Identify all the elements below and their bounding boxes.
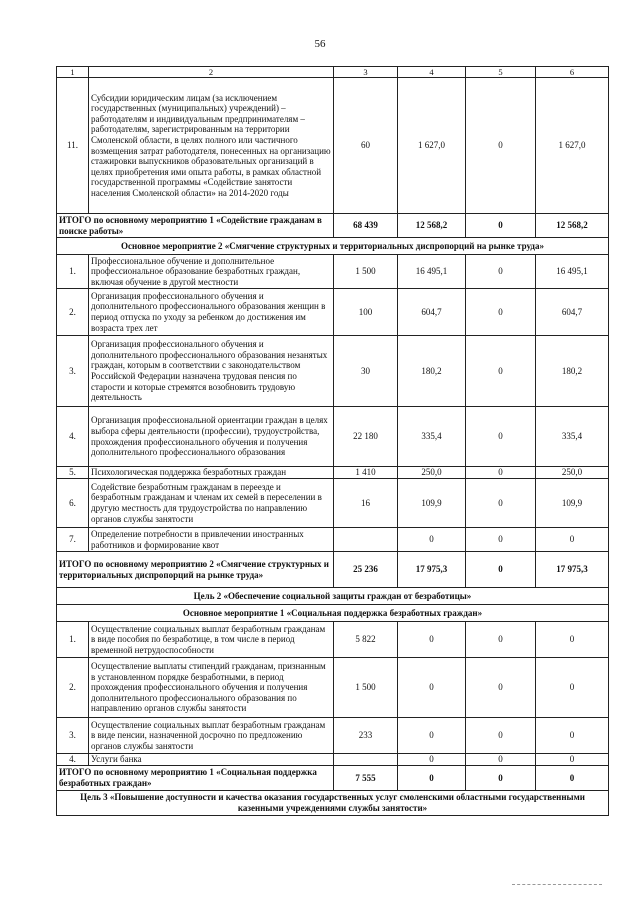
row-number: 11. <box>57 78 89 214</box>
row-number: 3. <box>57 336 89 407</box>
cell-value: 0 <box>398 766 466 791</box>
cell-value: 0 <box>466 754 536 766</box>
table-row <box>57 407 609 467</box>
cell-value: 604,7 <box>536 289 609 336</box>
table-row <box>57 658 609 718</box>
table-row <box>57 622 609 658</box>
goal-heading: Цель 3 «Повышение доступности и качества оказания государственных услуг смоленскими областными государственными казенными учреждениями службы занятости» <box>57 791 609 816</box>
row-number: 4. <box>57 754 89 766</box>
cell-value: 0 <box>466 766 536 791</box>
cell-value: 335,4 <box>398 407 466 467</box>
cell-value: 0 <box>466 552 536 588</box>
cell-value: 0 <box>466 528 536 552</box>
cell-value: 0 <box>466 658 536 718</box>
cell-value: 180,2 <box>536 336 609 407</box>
cell-value: 0 <box>466 289 536 336</box>
row-description: Осуществление выплаты стипендий гражданам, признанным в установленном порядке безработными, в период прохождения профессионального обучения и получения дополнительного профессионального образования по направлению органов службы занятости <box>89 658 334 718</box>
goal-heading: Цель 2 «Обеспечение социальной защиты граждан от безработицы» <box>57 588 609 605</box>
cell-value: 12 568,2 <box>536 214 609 238</box>
total-row <box>57 552 609 588</box>
page-number: 56 <box>314 38 326 50</box>
cell-value: 100 <box>334 289 398 336</box>
row-description: Организация профессиональной ориентации граждан в целях выбора сферы деятельности (профессии), трудоустройства, прохождения профессионального обучения и получения дополнительного профессионального образования <box>89 407 334 467</box>
total-row <box>57 766 609 791</box>
cell-value: 250,0 <box>398 467 466 479</box>
cell-value: 30 <box>334 336 398 407</box>
cell-value: 0 <box>466 214 536 238</box>
section-heading: Основное мероприятие 1 «Социальная поддержка безработных граждан» <box>57 605 609 622</box>
cell-value: 0 <box>536 658 609 718</box>
cell-value: 60 <box>334 78 398 214</box>
cell-value: 1 627,0 <box>536 78 609 214</box>
header-cell: 4 <box>398 67 466 78</box>
cell-value: 1 500 <box>334 658 398 718</box>
cell-value: 12 568,2 <box>398 214 466 238</box>
cell-value: 17 975,3 <box>536 552 609 588</box>
cell-value: 0 <box>398 622 466 658</box>
cell-value: 17 975,3 <box>398 552 466 588</box>
cell-value: 0 <box>466 336 536 407</box>
cell-value: 109,9 <box>398 479 466 528</box>
cell-value: 0 <box>536 528 609 552</box>
section-row <box>57 605 609 622</box>
table-row <box>57 528 609 552</box>
cell-value: 0 <box>398 528 466 552</box>
table-row <box>57 255 609 289</box>
cell-value: 0 <box>536 718 609 754</box>
row-number: 6. <box>57 479 89 528</box>
table-row <box>57 78 609 214</box>
cell-value: 0 <box>398 718 466 754</box>
cell-value: 0 <box>466 467 536 479</box>
cell-value: 68 439 <box>334 214 398 238</box>
row-number: 5. <box>57 467 89 479</box>
goal-row <box>57 791 609 816</box>
header-cell: 2 <box>89 67 334 78</box>
cell-value: 250,0 <box>536 467 609 479</box>
total-label: ИТОГО по основному мероприятию 1 «Содействие гражданам в поиске работы» <box>57 214 334 238</box>
cell-value: 180,2 <box>398 336 466 407</box>
cell-value: 604,7 <box>398 289 466 336</box>
total-row <box>57 214 609 238</box>
cell-value: 5 822 <box>334 622 398 658</box>
table-row <box>57 467 609 479</box>
row-number: 2. <box>57 658 89 718</box>
row-number: 2. <box>57 289 89 336</box>
row-description: Психологическая поддержка безработных граждан <box>89 467 334 479</box>
row-number: 1. <box>57 255 89 289</box>
cell-value: 1 410 <box>334 467 398 479</box>
total-label: ИТОГО по основному мероприятию 1 «Социальная поддержка безработных граждан» <box>57 766 334 791</box>
section-row <box>57 238 609 255</box>
cell-value: 16 495,1 <box>536 255 609 289</box>
row-number: 7. <box>57 528 89 552</box>
row-description: Организация профессионального обучения и дополнительного профессионального образования незанятых граждан, которым в соответствии с законодательством Российской Федерации назначена трудовая пенсия по старости и которые стремятся возобновить трудовую деятельность <box>89 336 334 407</box>
cell-value: 0 <box>466 479 536 528</box>
header-cell: 6 <box>536 67 609 78</box>
table-row <box>57 754 609 766</box>
row-description: Организация профессионального обучения и дополнительного профессионального образования женщин в период отпуска по уходу за ребенком до достижения им возраста трех лет <box>89 289 334 336</box>
header-cell: 5 <box>466 67 536 78</box>
row-description: Содействие безработным гражданам в переезде и безработным гражданам и членам их семей в переселении в другую местность для трудоустройства по направлению органов службы занятости <box>89 479 334 528</box>
cell-value: 7 555 <box>334 766 398 791</box>
row-description: Субсидии юридическим лицам (за исключением государственных (муниципальных) учреждений) – работодателям и индивидуальным предпринимателям – работодателям, зарегистрированным на территории Смоленской области, в целях полного или частичного возмещения затрат работодателя, понесенных на организацию стажировки выпускников образовательных организаций в целях приобретения ими опыта работы, в рамках областной государственной программы «Содействие занятости населения Смоленской области» на 2014-2020 годы <box>89 78 334 214</box>
cell-value: 0 <box>466 622 536 658</box>
table-row <box>57 479 609 528</box>
row-description: Осуществление социальных выплат безработным гражданам в виде пенсии, назначенной досрочно по предложению органов службы занятости <box>89 718 334 754</box>
cell-value: 0 <box>398 754 466 766</box>
cell-value: 0 <box>466 718 536 754</box>
table-header-row <box>57 67 609 78</box>
cell-value: 0 <box>466 407 536 467</box>
header-cell: 1 <box>57 67 89 78</box>
cell-value: 109,9 <box>536 479 609 528</box>
section-heading: Основное мероприятие 2 «Смягчение структурных и территориальных диспропорций на рынке труда» <box>57 238 609 255</box>
row-number: 4. <box>57 407 89 467</box>
cell-value: 0 <box>398 658 466 718</box>
header-cell: 3 <box>334 67 398 78</box>
cell-value: 25 236 <box>334 552 398 588</box>
row-number: 1. <box>57 622 89 658</box>
table-row <box>57 718 609 754</box>
budget-table <box>56 66 609 816</box>
cell-value: 233 <box>334 718 398 754</box>
row-description: Профессиональное обучение и дополнительное профессиональное образование безработных граждан, включая обучение в другой местности <box>89 255 334 289</box>
goal-row <box>57 588 609 605</box>
cell-value: 1 500 <box>334 255 398 289</box>
cell-value: 16 495,1 <box>398 255 466 289</box>
cell-value: 1 627,0 <box>398 78 466 214</box>
footer-dashed-line <box>512 884 602 885</box>
row-description: Услуги банка <box>89 754 334 766</box>
row-description: Определение потребности в привлечении иностранных работников и формирование квот <box>89 528 334 552</box>
total-label: ИТОГО по основному мероприятию 2 «Смягчение структурных и территориальных диспропорций на рынке труда» <box>57 552 334 588</box>
cell-value <box>334 754 398 766</box>
cell-value: 0 <box>536 766 609 791</box>
row-description: Осуществление социальных выплат безработным гражданам в виде пособия по безработице, в том числе в период временной нетрудоспособности <box>89 622 334 658</box>
cell-value: 22 180 <box>334 407 398 467</box>
cell-value: 0 <box>466 255 536 289</box>
cell-value <box>334 528 398 552</box>
table-row <box>57 289 609 336</box>
row-number: 3. <box>57 718 89 754</box>
cell-value: 335,4 <box>536 407 609 467</box>
cell-value: 0 <box>536 754 609 766</box>
cell-value: 16 <box>334 479 398 528</box>
cell-value: 0 <box>536 622 609 658</box>
cell-value: 0 <box>466 78 536 214</box>
table-row <box>57 336 609 407</box>
